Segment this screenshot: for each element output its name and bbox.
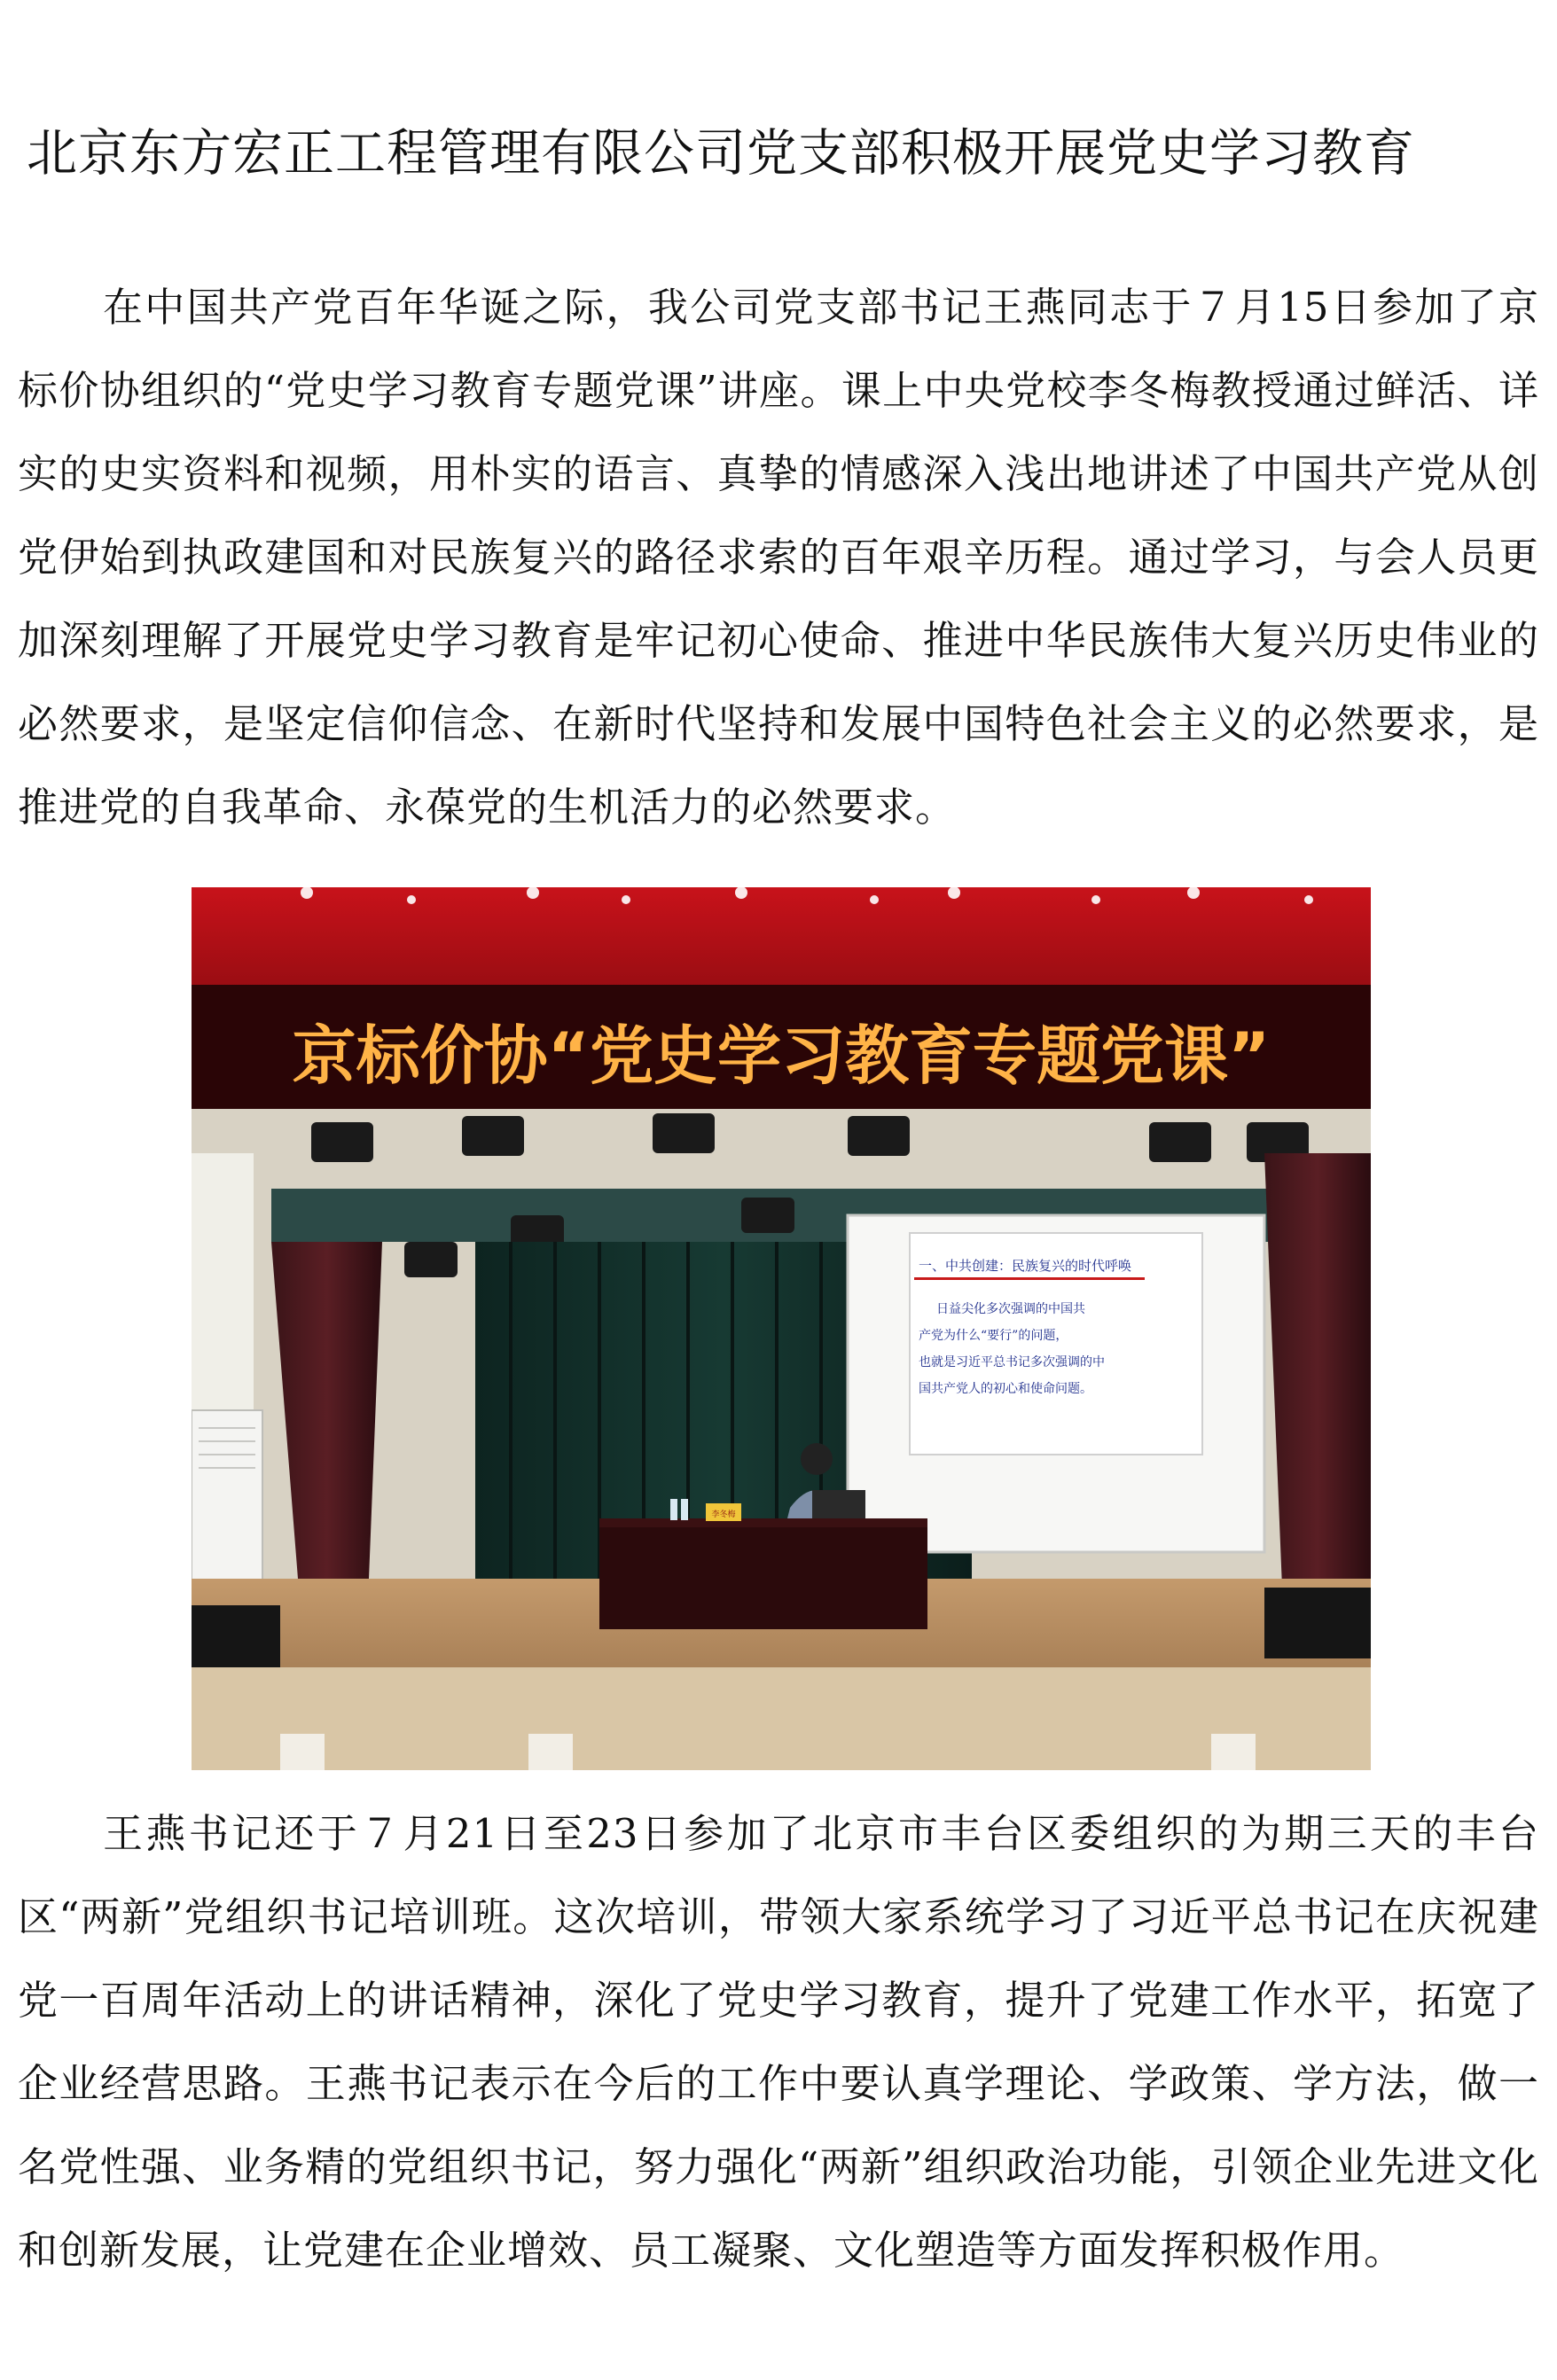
lecture-table <box>599 1523 927 1629</box>
lecture-photo <box>192 887 1371 1770</box>
left-window <box>192 1153 254 1437</box>
body-paragraph-1: 在中国共产党百年华诞之际，我公司党支部书记王燕同志于７月15日参加了京标价协组织的“党史学习教育专题党课”讲座。课上中央党校李冬梅教授通过鲜活、详实的史实资料和视频，用朴实的语言、真挚的情感深入浅出地讲述了中国共产党从创党伊始到执政建国和对民族复兴的路径求索的百年艰辛历程。通过学习，与会人员更加深刻理解了开展党史学习教育是牢记初心使命、推进中华民族伟大复兴历史伟业的必然要求，是坚定信仰信念、在新时代坚持和发展中国特色社会主义的必然要求，是推进党的自我革命、永葆党的生机活力的必然要求。 <box>18 284 1539 831</box>
slide-line-5: 国共产党人的初心和使命问题。 <box>919 1382 1092 1396</box>
lecture-table-top <box>599 1518 927 1527</box>
slide-title-underline <box>914 1277 1145 1280</box>
slide-line-2: 日益尖化多次强调的中国共 <box>936 1302 1085 1316</box>
slide-line-4: 也就是习近平总书记多次强调的中 <box>919 1355 1105 1369</box>
air-conditioner <box>192 1410 262 1588</box>
left-speaker-box <box>192 1605 280 1667</box>
laptop <box>812 1490 865 1522</box>
slide-line-1: 一、中共创建：民族复兴的时代呼唤 <box>919 1258 1132 1274</box>
document-title: 北京东方宏正工程管理有限公司党支部积极开展党史学习教育 <box>27 124 1415 183</box>
right-side-curtain <box>1264 1153 1371 1588</box>
speaker-head <box>801 1443 833 1475</box>
slide-line-3: 产党为什么“要行”的问题， <box>919 1329 1068 1343</box>
body-paragraph-2: 王燕书记还于７月21日至23日参加了北京市丰台区委组织的为期三天的丰台区“两新”党组织书记培训班。这次培训，带领大家系统学习了习近平总书记在庆祝建党一百周年活动上的讲话精神，深化了党史学习教育，提升了党建工作水平，拓宽了企业经营思路。王燕书记表示在今后的工作中要认真学理论、学政策、学方法，做一名党性强、业务精的党组织书记，努力强化“两新”组织政治功能，引领企业先进文化和创新发展，让党建在企业增效、员工凝聚、文化塑造等方面发挥积极作用。 <box>18 1810 1539 2274</box>
right-speaker-box <box>1264 1588 1371 1658</box>
stage-front-edge <box>192 1667 1371 1770</box>
lecture-photo-scene <box>192 887 1371 1770</box>
nameplate-text: 李冬梅 <box>711 1510 736 1519</box>
led-banner-text: 京标价协“党史学习教育专题党课” <box>292 1018 1271 1093</box>
